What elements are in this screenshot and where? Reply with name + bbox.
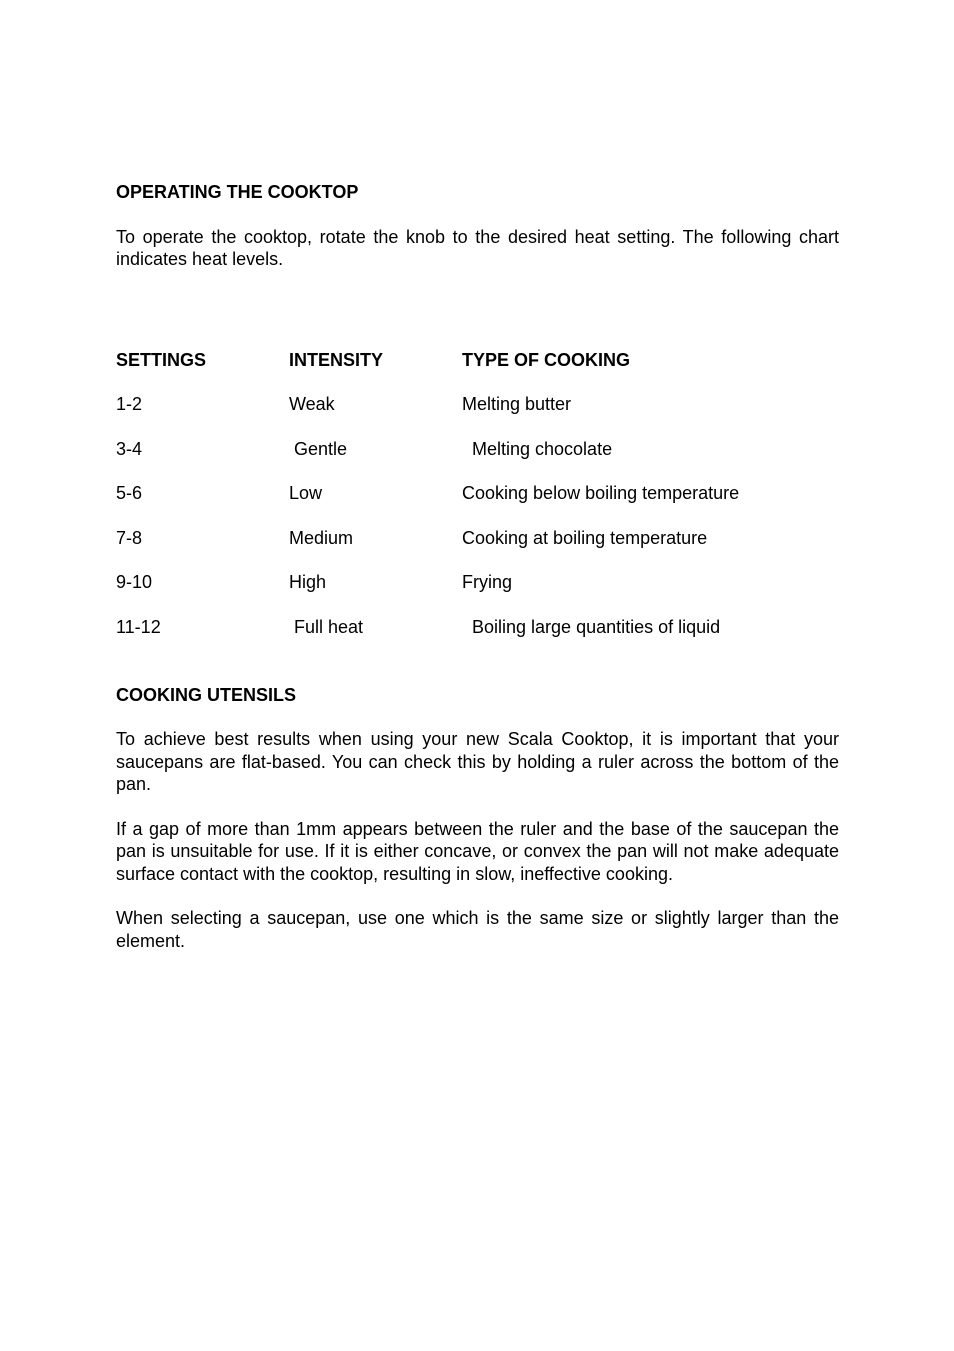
table-row xyxy=(116,393,839,438)
operating-paragraph: To operate the cooktop, rotate the knob to the desired heat setting. The following chart indicates heat levels. xyxy=(116,226,839,269)
setting-cell: 5-6 xyxy=(116,483,143,504)
table-header-row xyxy=(116,349,839,394)
setting-cell: 1-2 xyxy=(116,394,143,415)
cooking-type-cell: Frying xyxy=(462,572,513,593)
table-row xyxy=(116,616,839,661)
intensity-cell: Medium xyxy=(289,527,354,548)
intensity-cell: Weak xyxy=(289,394,335,415)
operating-heading: OPERATING THE COOKTOP xyxy=(116,182,359,202)
setting-cell: 7-8 xyxy=(116,527,143,548)
table-row xyxy=(116,482,839,527)
setting-cell: 11-12 xyxy=(116,617,161,638)
intensity-cell: Low xyxy=(289,483,323,504)
cooking-type-cell: Boiling large quantities of liquid xyxy=(462,617,721,638)
intensity-cell: Full heat xyxy=(289,617,364,638)
heat-settings-table xyxy=(116,349,839,661)
cooking-type-cell: Cooking at boiling temperature xyxy=(462,527,708,548)
cooking-type-cell: Melting butter xyxy=(462,394,572,415)
table-row xyxy=(116,438,839,483)
utensils-paragraph-2: If a gap of more than 1mm appears between the ruler and the base of the saucepan the pan is unsuitable for use. If it is either concave, or convex the pan will not make adequate surface contact with the cooktop, resulting in slow, ineffective cooking. xyxy=(116,818,839,884)
setting-cell: 9-10 xyxy=(116,572,153,593)
header-type-of-cooking: TYPE OF COOKING xyxy=(462,349,631,370)
table-row xyxy=(116,527,839,572)
document-page xyxy=(116,181,839,952)
utensils-heading: COOKING UTENSILS xyxy=(116,684,297,705)
setting-cell: 3-4 xyxy=(116,438,143,459)
table-row xyxy=(116,571,839,616)
cooking-type-cell: Cooking below boiling temperature xyxy=(462,483,740,504)
utensils-paragraph-3: When selecting a saucepan, use one which is the same size or slightly larger than the element. xyxy=(116,908,839,951)
header-settings: SETTINGS xyxy=(116,349,207,370)
header-intensity: INTENSITY xyxy=(289,349,384,370)
cooking-type-cell: Melting chocolate xyxy=(462,438,613,459)
utensils-paragraph-1: To achieve best results when using your new Scala Cooktop, it is important that your saucepans are flat-based. You can check this by holding a ruler across the bottom of the pan. xyxy=(116,729,839,795)
intensity-cell: High xyxy=(289,572,327,593)
intensity-cell: Gentle xyxy=(289,438,348,459)
